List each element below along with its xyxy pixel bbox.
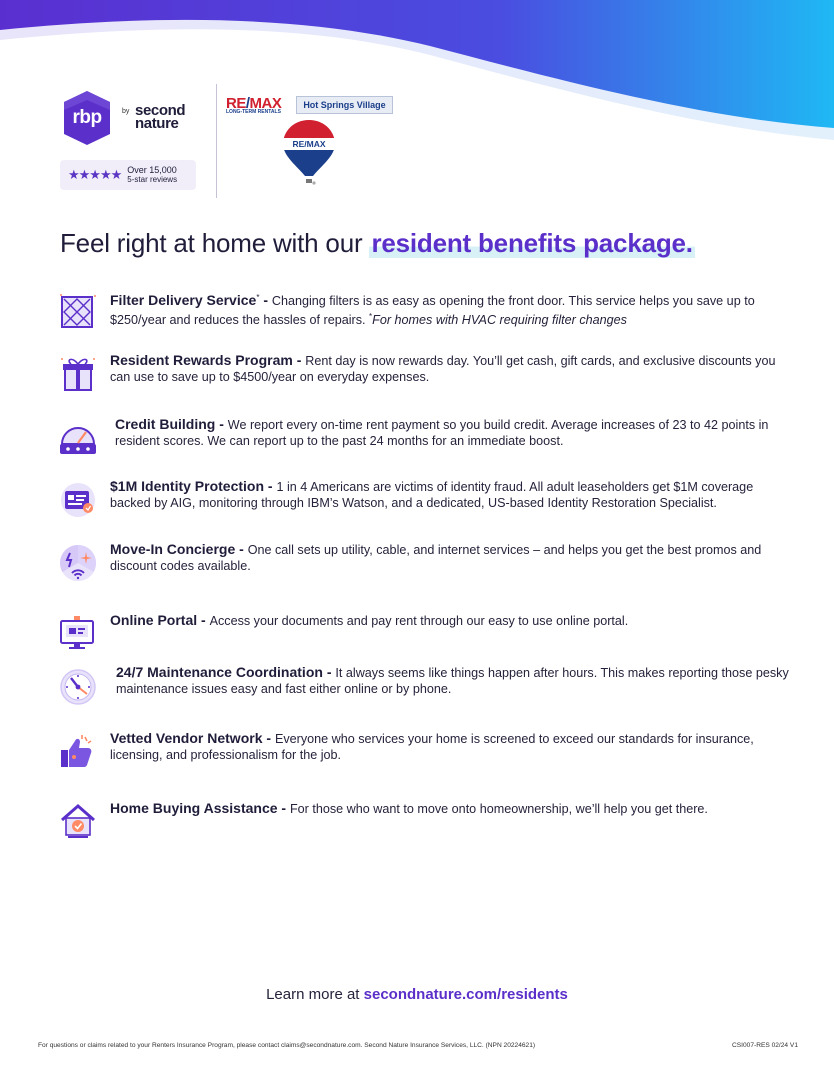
- benefit-body: Everyone who services your home is screened to exceed our standards for insurance, licensing, and professionalism for the job.: [110, 732, 754, 762]
- clock-icon: [58, 666, 98, 706]
- footer-doc-code: CSI007-RES 02/24 V1: [732, 1042, 798, 1049]
- benefit-filter-delivery: [58, 290, 788, 334]
- benefit-title: Resident Rewards Program: [110, 352, 293, 368]
- learn-more: [0, 986, 834, 1003]
- reviews-label: 5-star reviews: [127, 175, 178, 184]
- remax-max: MAX: [249, 95, 282, 112]
- remax-balloon-icon: [281, 118, 337, 188]
- benefit-resident-rewards: [58, 352, 788, 396]
- logo-divider: [216, 84, 217, 198]
- benefit-body: For those who want to move onto homeownership, we’ll help you get there.: [289, 802, 708, 816]
- benefit-online-portal: [58, 611, 788, 655]
- benefit-sep: -: [277, 800, 290, 816]
- utilities-icon: [58, 543, 98, 583]
- benefit-sep: -: [264, 478, 277, 494]
- credit-gauge-icon: [58, 418, 98, 458]
- page-headline: [60, 228, 800, 259]
- benefit-sep: -: [259, 292, 272, 309]
- benefit-text: [110, 352, 785, 385]
- benefit-body: It always seems like things happen after hours. This makes reporting those pesky maintenance issues easy and fast either online or by phone.: [116, 666, 789, 696]
- benefit-text: [110, 730, 785, 763]
- remax-subtitle: LONG-TERM RENTALS: [226, 109, 281, 115]
- benefit-sep: -: [262, 730, 275, 746]
- header-wave: [0, 0, 834, 150]
- benefit-note: For homes with HVAC requiring filter changes: [372, 313, 627, 328]
- remax-re: RE: [226, 95, 246, 112]
- reviews-text: [127, 166, 177, 184]
- benefit-text: [110, 290, 785, 328]
- headline-lead: Feel right at home with our: [60, 228, 370, 258]
- benefit-body: We report every on-time rent payment so you build credit. Average increases of 23 to 42 points in resident scores. We can report up to the past 24 months for an immediate boost.: [115, 418, 769, 448]
- benefit-sep: -: [322, 664, 336, 680]
- filter-icon: [58, 292, 98, 332]
- remax-slash: /: [245, 95, 250, 112]
- remax-office-name: Hot Springs Village: [296, 96, 393, 114]
- benefit-title: 24/7 Maintenance Coordination: [116, 664, 323, 680]
- benefit-title-asterisk: *: [256, 293, 260, 302]
- benefit-body: One call sets up utility, cable, and internet services – and helps you get the best promos and discount codes available.: [110, 543, 762, 573]
- gift-icon: [58, 354, 98, 394]
- benefit-sep: -: [197, 612, 210, 628]
- thumbs-up-icon: [58, 732, 98, 772]
- reviews-count: Over 15,000: [127, 165, 177, 175]
- benefit-title: Online Portal: [110, 612, 198, 628]
- benefit-body: Rent day is now rewards day. You’ll get cash, gift cards, and exclusive discounts you can use to save up to $4500/year on everyday expenses.: [110, 354, 776, 384]
- rbp-logo-text: rbp: [72, 107, 102, 128]
- house-check-icon: [58, 802, 98, 842]
- benefit-body: Access your documents and pay rent through our easy to use online portal.: [209, 614, 629, 628]
- benefit-body: 1 in 4 Americans are victims of identity fraud. All adult leaseholders get $1M coverage backed by AIG, monitoring through IBM’s Watson, and a dedicated, US-based Identity Restoration Specialist.: [110, 480, 754, 510]
- benefit-vetted-vendor-network: [58, 730, 788, 774]
- benefit-text: [116, 664, 791, 697]
- second-nature-wordmark: second nature: [135, 102, 186, 132]
- benefit-title: Credit Building: [115, 416, 216, 432]
- benefit-credit-building: [58, 416, 788, 460]
- reviews-badge: [60, 160, 196, 190]
- benefit-title: Vetted Vendor Network: [110, 730, 263, 746]
- benefit-note-asterisk: *: [369, 312, 373, 322]
- benefit-home-buying-assistance: [58, 800, 788, 844]
- benefit-identity-protection: [58, 478, 788, 522]
- benefit-sep: -: [235, 541, 248, 557]
- by-text: by: [122, 108, 130, 115]
- benefit-text: [110, 800, 785, 817]
- residents-link[interactable]: secondnature.com/residents: [363, 986, 568, 1003]
- five-stars-icon: ★★★★★: [68, 167, 122, 182]
- learn-more-lead: Learn more at: [266, 986, 364, 1003]
- benefit-text: [115, 416, 790, 449]
- benefit-title: Filter Delivery Service: [110, 292, 257, 309]
- benefit-sep: -: [292, 352, 306, 368]
- benefit-sep: -: [215, 416, 228, 432]
- benefit-maintenance-coordination: [58, 664, 788, 708]
- headline-accent: resident benefits package.: [371, 228, 693, 258]
- benefit-title: Home Buying Assistance: [110, 800, 278, 816]
- benefit-title: Move-In Concierge: [110, 541, 236, 557]
- benefit-move-in-concierge: [58, 541, 788, 585]
- monitor-portal-icon: [58, 613, 98, 653]
- benefit-body: Changing filters is as easy as opening the front door. This service helps you save up to $250/year and reduces the hassles of repairs.: [110, 294, 755, 328]
- benefit-text: [110, 478, 785, 511]
- id-card-shield-icon: [58, 480, 98, 520]
- benefit-title: $1M Identity Protection: [110, 478, 265, 494]
- balloon-label: RE/MAX: [292, 139, 326, 149]
- footer-disclaimer: For questions or claims related to your Renters Insurance Program, please contact claims@secondnature.com. Second Nature Insurance Services, LLC. (NPN 20224621): [38, 1042, 536, 1049]
- benefit-text: [110, 612, 785, 629]
- benefit-text: [110, 541, 785, 574]
